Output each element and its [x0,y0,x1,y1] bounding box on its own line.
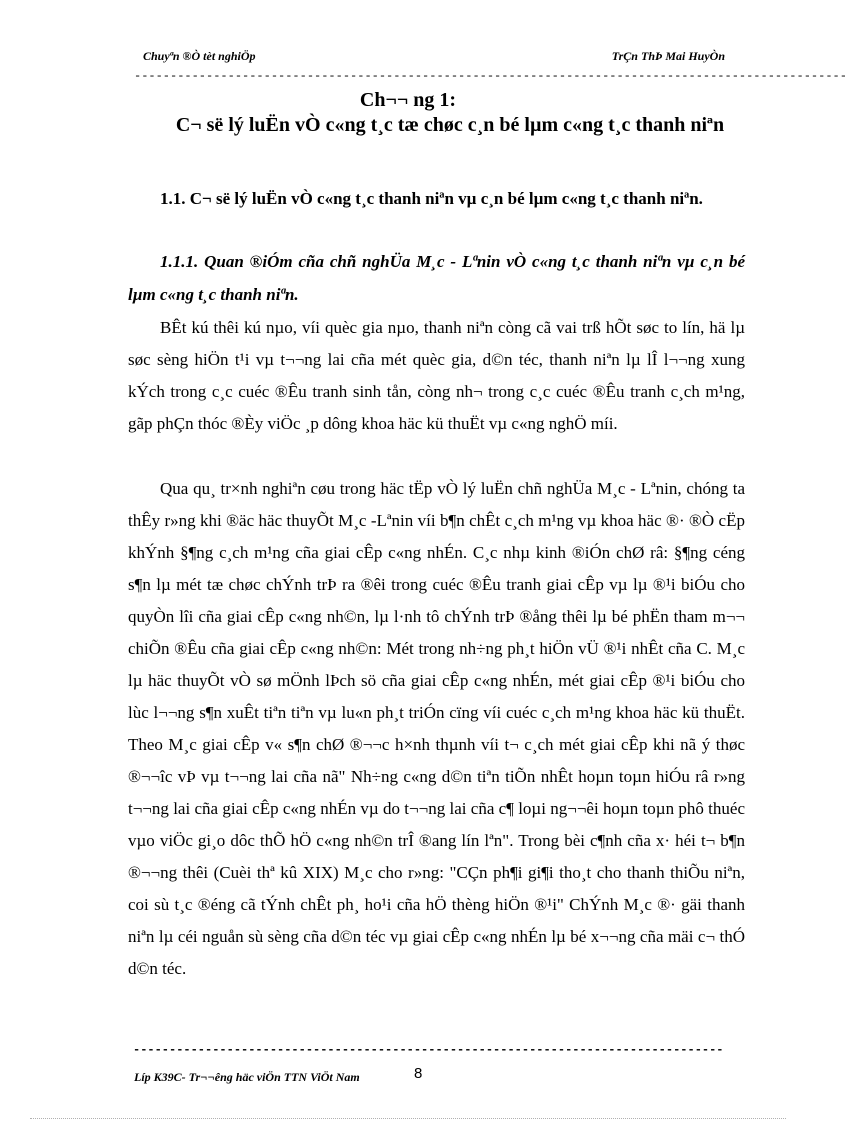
page-number: 8 [414,1065,423,1082]
header-thesis-label: Chuyªn ®Ò tèt nghiÖp [143,49,256,63]
chapter-subtitle: C¬ së lý luËn vÒ c«ng t¸c tæ chøc c¸n bé lµm c«ng t¸c thanh niªn [175,114,725,136]
header-author-name: TrÇn ThÞ Mai HuyÒn [611,49,725,63]
page-edge-divider [30,1118,786,1119]
subsection-heading: 1.1.1. Quan ®iÓm cña chñ nghÜa M¸c - Lªnin vÒ c«ng t¸c thanh niªn vµ c¸n bé lµm c«ng t¸c thanh niªn. [128,252,745,304]
body-paragraph-2: Qua qu¸ tr×nh nghiªn cøu trong häc tËp vÒ lý luËn chñ nghÜa M¸c - Lªnin, chóng ta thÊy r»ng khi ®äc häc thuyÕt M¸c -Lªnin víi b¶n chÊt c¸ch m¹ng vµ khoa häc ®· ®Ò cËp khÝnh §¶ng c¸ch m¹ng cña giai cÊp c«ng nhÉn. C¸c nhµ kinh ®iÓn chØ râ: §¶ng céng s¶n lµ mét tæ chøc chÝnh trÞ ra ®êi trong cuéc ®Êu tranh giai cÊp vµ lµ ®¹i biÓu cho quyÒn lîi cña giai cÊp c«ng nh©n, lµ l·nh tô chÝnh trÞ ®ång thêi lµ bé phËn tham m¬¬ chiÕn ®Êu cña giai cÊp c«ng nh©n: Mét trong nh÷ng ph¸t hiÖn vÜ ®¹i nhÊt cña C. M¸c lµ häc thuyÕt vÒ sø mÖnh lÞch sö cña giai cÊp c«ng nhÉn, mét giai cÊp ®¹i biÓu cho lùc l¬¬ng s¶n xuÊt tiªn tiªn vµ lu«n ph¸t triÓn cïng víi cuéc c¸ch m¹ng khoa häc kü thuËt. Theo M¸c giai cÊp v« s¶n chØ ®¬¬c h×nh thµnh víi t¬ c¸ch mét giai cÊp khi nã ý thøc ®¬¬îc vÞ vµ t¬¬ng lai cña nã" Nh÷ng c«ng d©n tiªn tiÕn nhÊt hoµn toµn hiÓu râ r»ng t¬¬ng lai cña giai cÊp c«ng nhÉn vµ do t¬¬ng lai cña c¶ loµi ng¬¬êi hoµn toµn phô thuéc vµo viÖc gi¸o dôc thÕ hÖ c«ng nh©n trÎ ®ang lín lªn". Trong bèi c¶nh cña x· héi t¬ b¶n ®¬¬ng thêi (Cuèi thª kû XIX) M¸c cho r»ng: "CÇn ph¶i gi¶i tho¸t cho thanh thiÕu niªn, coi sù t¸c ®éng cã tÝnh chÊt ph¸ ho¹i cña hÖ thèng hiÖn ®¹i" ChÝnh M¸c ®· gäi thanh niªn lµ céi nguån sù sèng cña d©n téc vµ giai cÊp c«ng nhÉn lµ bé x¬¬ng cña mäi c¬ thÓ d©n téc. [128,479,745,978]
chapter-title: Ch¬¬ ng 1: [359,89,457,111]
body-paragraph-1: BÊt kú thêi kú nµo, víi quèc gia nµo, thanh niªn còng cã vai trß hÕt søc to lín, hä lµ søc sèng hiÖn t¹i vµ t¬¬ng lai cña mét quèc gia, d©n téc, thanh niªn lµ lÎ l¬¬ng xung kÝch trong c¸c cuéc ®Êu tranh sinh tån, còng nh¬ trong c¸c cuéc ®Êu tranh c¸ch m¹ng, gãp phÇn thóc ®Èy viÖc ¸p dông khoa häc kü thuËt vµ c«ng nghÖ míi. [128,318,745,433]
footer-class-label: Líp K39C- Tr¬¬êng häc viÖn TTN ViÖt Nam [134,1070,360,1084]
section-heading: 1.1. C¬ së lý luËn vÒ c«ng t¸c thanh niªn vµ c¸n bé lµm c«ng t¸c thanh niªn. [160,189,703,208]
header-divider: --------------------------------------------------------------------------------------------------- [134,69,847,83]
footer-divider: ---------------------------------------------------------------------------------- [133,1043,724,1057]
